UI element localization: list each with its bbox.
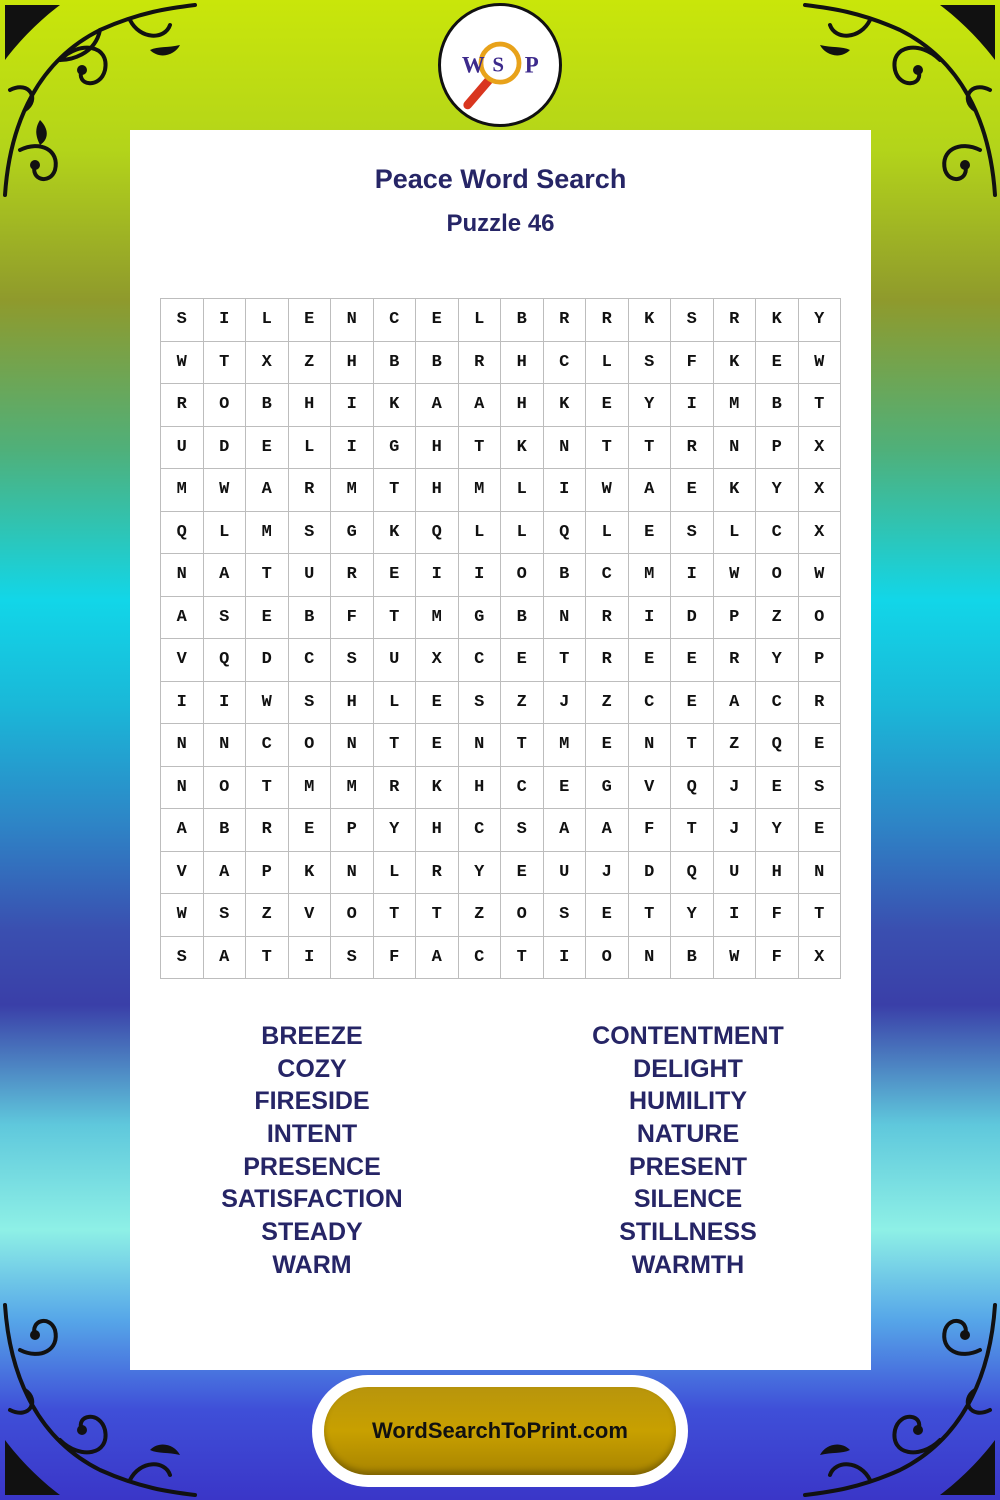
- logo-letter-s: S: [492, 52, 505, 77]
- grid-cell[interactable]: I: [544, 469, 587, 512]
- grid-cell[interactable]: E: [586, 894, 629, 937]
- grid-cell[interactable]: K: [756, 299, 799, 342]
- grid-cell[interactable]: X: [799, 512, 842, 555]
- grid-cell[interactable]: F: [756, 894, 799, 937]
- grid-cell[interactable]: L: [586, 512, 629, 555]
- word-list-item: WARMTH: [631, 1250, 745, 1279]
- grid-cell[interactable]: H: [501, 342, 544, 385]
- grid-cell[interactable]: E: [671, 682, 714, 725]
- grid-cell[interactable]: R: [459, 342, 502, 385]
- grid-cell[interactable]: K: [374, 384, 417, 427]
- word-list-item: DELIGHT: [633, 1054, 743, 1083]
- grid-cell[interactable]: Y: [799, 299, 842, 342]
- grid-cell[interactable]: C: [246, 724, 289, 767]
- grid-cell[interactable]: I: [204, 682, 247, 725]
- grid-cell[interactable]: Z: [459, 894, 502, 937]
- grid-cell[interactable]: R: [544, 299, 587, 342]
- grid-cell[interactable]: A: [204, 852, 247, 895]
- grid-cell[interactable]: Z: [246, 894, 289, 937]
- grid-cell[interactable]: B: [289, 597, 332, 640]
- grid-cell[interactable]: Z: [501, 682, 544, 725]
- grid-cell[interactable]: E: [799, 809, 842, 852]
- grid-cell[interactable]: Z: [756, 597, 799, 640]
- puzzle-number: Puzzle 46: [446, 210, 555, 237]
- word-list-item: CONTENTMENT: [592, 1022, 784, 1050]
- grid-cell[interactable]: T: [374, 469, 417, 512]
- grid-cell[interactable]: E: [246, 427, 289, 470]
- grid-cell[interactable]: N: [714, 427, 757, 470]
- grid-cell[interactable]: T: [586, 427, 629, 470]
- grid-cell[interactable]: K: [289, 852, 332, 895]
- grid-cell[interactable]: Q: [204, 639, 247, 682]
- grid-cell[interactable]: W: [714, 937, 757, 980]
- grid-cell[interactable]: Y: [459, 852, 502, 895]
- grid-cell[interactable]: I: [204, 299, 247, 342]
- grid-cell[interactable]: N: [544, 427, 587, 470]
- grid-cell[interactable]: S: [204, 597, 247, 640]
- grid-cell[interactable]: E: [586, 384, 629, 427]
- grid-cell[interactable]: B: [416, 342, 459, 385]
- grid-cell[interactable]: T: [629, 894, 672, 937]
- grid-cell[interactable]: S: [544, 894, 587, 937]
- grid-cell[interactable]: U: [544, 852, 587, 895]
- grid-cell[interactable]: M: [246, 512, 289, 555]
- grid-cell[interactable]: G: [459, 597, 502, 640]
- grid-cell[interactable]: A: [544, 809, 587, 852]
- grid-cell[interactable]: Y: [671, 894, 714, 937]
- grid-cell[interactable]: N: [331, 724, 374, 767]
- grid-cell[interactable]: X: [799, 937, 842, 980]
- grid-cell[interactable]: R: [374, 767, 417, 810]
- grid-cell[interactable]: I: [544, 937, 587, 980]
- grid-cell[interactable]: E: [501, 852, 544, 895]
- grid-cell[interactable]: C: [459, 809, 502, 852]
- grid-cell[interactable]: R: [586, 597, 629, 640]
- grid-cell[interactable]: B: [501, 299, 544, 342]
- grid-cell[interactable]: J: [586, 852, 629, 895]
- grid-cell[interactable]: K: [416, 767, 459, 810]
- grid-cell[interactable]: E: [416, 299, 459, 342]
- grid-cell[interactable]: N: [204, 724, 247, 767]
- grid-cell[interactable]: V: [161, 639, 204, 682]
- grid-cell[interactable]: C: [586, 554, 629, 597]
- grid-cell[interactable]: B: [501, 597, 544, 640]
- word-list-item: WARM: [272, 1250, 352, 1279]
- grid-cell[interactable]: V: [629, 767, 672, 810]
- grid-cell[interactable]: T: [204, 342, 247, 385]
- grid-cell[interactable]: Y: [756, 639, 799, 682]
- grid-cell[interactable]: C: [289, 639, 332, 682]
- grid-cell[interactable]: O: [501, 554, 544, 597]
- grid-cell[interactable]: H: [331, 342, 374, 385]
- grid-cell[interactable]: A: [416, 937, 459, 980]
- grid-cell[interactable]: L: [374, 852, 417, 895]
- grid-cell[interactable]: G: [374, 427, 417, 470]
- grid-cell[interactable]: U: [161, 427, 204, 470]
- grid-cell[interactable]: L: [289, 427, 332, 470]
- word-list-item: HUMILITY: [628, 1087, 748, 1116]
- grid-cell[interactable]: R: [586, 299, 629, 342]
- grid-cell[interactable]: K: [374, 512, 417, 555]
- grid-cell[interactable]: H: [331, 682, 374, 725]
- grid-cell[interactable]: B: [756, 384, 799, 427]
- grid-cell[interactable]: B: [374, 342, 417, 385]
- letter-grid: [160, 298, 841, 979]
- grid-cell[interactable]: X: [799, 427, 842, 470]
- grid-cell[interactable]: L: [246, 299, 289, 342]
- grid-cell[interactable]: L: [586, 342, 629, 385]
- logo-letter-w: W: [461, 52, 485, 78]
- site-banner: [312, 1375, 688, 1487]
- grid-cell[interactable]: M: [289, 767, 332, 810]
- grid-cell[interactable]: A: [586, 809, 629, 852]
- word-list-item: PRESENT: [628, 1152, 748, 1181]
- grid-cell[interactable]: S: [161, 937, 204, 980]
- grid-cell[interactable]: T: [671, 724, 714, 767]
- grid-cell[interactable]: T: [544, 639, 587, 682]
- grid-cell[interactable]: K: [714, 469, 757, 512]
- grid-cell[interactable]: T: [246, 767, 289, 810]
- puzzle-sheet: [130, 130, 871, 1370]
- grid-cell[interactable]: T: [374, 894, 417, 937]
- grid-cell[interactable]: T: [374, 724, 417, 767]
- grid-cell[interactable]: T: [246, 554, 289, 597]
- grid-cell[interactable]: O: [756, 554, 799, 597]
- grid-cell[interactable]: T: [799, 894, 842, 937]
- grid-cell[interactable]: C: [374, 299, 417, 342]
- grid-cell[interactable]: R: [246, 809, 289, 852]
- grid-cell[interactable]: N: [331, 852, 374, 895]
- grid-cell[interactable]: I: [161, 682, 204, 725]
- grid-cell[interactable]: E: [586, 724, 629, 767]
- word-list-item: STILLNESS: [619, 1218, 757, 1247]
- grid-cell[interactable]: O: [331, 894, 374, 937]
- grid-cell[interactable]: E: [416, 724, 459, 767]
- grid-cell[interactable]: A: [629, 469, 672, 512]
- grid-cell[interactable]: T: [416, 894, 459, 937]
- word-list-item: NATURE: [636, 1120, 740, 1149]
- grid-cell[interactable]: Q: [671, 852, 714, 895]
- grid-cell[interactable]: E: [756, 342, 799, 385]
- grid-cell[interactable]: O: [501, 894, 544, 937]
- grid-cell[interactable]: T: [671, 809, 714, 852]
- word-list-item: BREEZE: [261, 1022, 363, 1050]
- grid-cell[interactable]: R: [331, 554, 374, 597]
- grid-cell[interactable]: E: [671, 469, 714, 512]
- grid-cell[interactable]: L: [501, 469, 544, 512]
- grid-cell[interactable]: D: [204, 427, 247, 470]
- grid-cell[interactable]: L: [459, 512, 502, 555]
- grid-cell[interactable]: U: [289, 554, 332, 597]
- grid-cell[interactable]: M: [544, 724, 587, 767]
- grid-cell[interactable]: L: [374, 682, 417, 725]
- grid-cell[interactable]: Q: [756, 724, 799, 767]
- grid-cell[interactable]: M: [416, 597, 459, 640]
- grid-cell[interactable]: S: [204, 894, 247, 937]
- grid-cell[interactable]: H: [501, 384, 544, 427]
- grid-cell[interactable]: F: [671, 342, 714, 385]
- grid-cell[interactable]: Y: [374, 809, 417, 852]
- grid-cell[interactable]: O: [799, 597, 842, 640]
- grid-cell[interactable]: K: [714, 342, 757, 385]
- grid-cell[interactable]: X: [416, 639, 459, 682]
- grid-cell[interactable]: E: [289, 299, 332, 342]
- grid-cell[interactable]: A: [459, 384, 502, 427]
- grid-cell[interactable]: T: [799, 384, 842, 427]
- grid-cell[interactable]: Z: [714, 724, 757, 767]
- grid-cell[interactable]: R: [161, 384, 204, 427]
- grid-cell[interactable]: E: [289, 809, 332, 852]
- grid-cell[interactable]: N: [161, 767, 204, 810]
- grid-cell[interactable]: Q: [544, 512, 587, 555]
- grid-cell[interactable]: Y: [756, 469, 799, 512]
- grid-cell[interactable]: S: [671, 299, 714, 342]
- grid-cell[interactable]: W: [246, 682, 289, 725]
- grid-cell[interactable]: C: [501, 767, 544, 810]
- grid-cell[interactable]: A: [161, 809, 204, 852]
- grid-cell[interactable]: F: [756, 937, 799, 980]
- grid-cell[interactable]: T: [246, 937, 289, 980]
- grid-cell[interactable]: E: [501, 639, 544, 682]
- grid-cell[interactable]: H: [459, 767, 502, 810]
- grid-cell[interactable]: R: [671, 427, 714, 470]
- grid-cell[interactable]: N: [331, 299, 374, 342]
- grid-cell[interactable]: C: [544, 342, 587, 385]
- grid-cell[interactable]: S: [459, 682, 502, 725]
- grid-cell[interactable]: C: [756, 682, 799, 725]
- wsp-logo: [438, 3, 562, 127]
- grid-cell[interactable]: V: [161, 852, 204, 895]
- grid-cell[interactable]: C: [756, 512, 799, 555]
- grid-cell[interactable]: Q: [671, 767, 714, 810]
- grid-cell[interactable]: V: [289, 894, 332, 937]
- grid-cell[interactable]: I: [416, 554, 459, 597]
- grid-cell[interactable]: S: [331, 639, 374, 682]
- grid-cell[interactable]: R: [714, 639, 757, 682]
- grid-cell[interactable]: L: [204, 512, 247, 555]
- grid-cell[interactable]: A: [246, 469, 289, 512]
- grid-cell[interactable]: X: [246, 342, 289, 385]
- grid-cell[interactable]: C: [459, 937, 502, 980]
- grid-cell[interactable]: W: [161, 894, 204, 937]
- site-url[interactable]: WordSearchToPrint.com: [372, 1418, 628, 1443]
- grid-cell[interactable]: W: [799, 342, 842, 385]
- grid-cell[interactable]: H: [289, 384, 332, 427]
- grid-cell[interactable]: I: [714, 894, 757, 937]
- grid-cell[interactable]: B: [246, 384, 289, 427]
- magnifier-icon: [441, 6, 559, 124]
- grid-cell[interactable]: R: [714, 299, 757, 342]
- grid-cell[interactable]: M: [331, 469, 374, 512]
- grid-cell[interactable]: P: [331, 809, 374, 852]
- word-list-item: SILENCE: [633, 1185, 743, 1214]
- grid-cell[interactable]: N: [544, 597, 587, 640]
- grid-cell[interactable]: T: [501, 724, 544, 767]
- grid-cell[interactable]: E: [629, 639, 672, 682]
- grid-cell[interactable]: J: [544, 682, 587, 725]
- grid-cell[interactable]: A: [416, 384, 459, 427]
- grid-cell[interactable]: I: [331, 427, 374, 470]
- grid-cell[interactable]: I: [629, 597, 672, 640]
- grid-cell[interactable]: U: [374, 639, 417, 682]
- logo-letter-p: P: [524, 52, 539, 78]
- grid-cell[interactable]: G: [331, 512, 374, 555]
- grid-cell[interactable]: E: [671, 639, 714, 682]
- grid-cell[interactable]: K: [544, 384, 587, 427]
- site-banner-pill: [324, 1387, 676, 1475]
- grid-cell[interactable]: O: [289, 724, 332, 767]
- grid-cell[interactable]: S: [289, 682, 332, 725]
- grid-cell[interactable]: F: [331, 597, 374, 640]
- word-list-item: FIRESIDE: [254, 1087, 370, 1116]
- grid-cell[interactable]: Q: [416, 512, 459, 555]
- grid-cell[interactable]: Z: [289, 342, 332, 385]
- grid-cell[interactable]: O: [204, 767, 247, 810]
- grid-cell[interactable]: W: [799, 554, 842, 597]
- grid-cell[interactable]: J: [714, 809, 757, 852]
- page-title: Peace Word Search: [374, 164, 627, 194]
- grid-cell[interactable]: K: [629, 299, 672, 342]
- grid-cell[interactable]: F: [629, 809, 672, 852]
- grid-cell[interactable]: Y: [756, 809, 799, 852]
- word-list-item: SATISFACTION: [221, 1185, 403, 1214]
- grid-cell[interactable]: N: [799, 852, 842, 895]
- grid-cell[interactable]: P: [714, 597, 757, 640]
- grid-cell[interactable]: W: [204, 469, 247, 512]
- grid-cell[interactable]: K: [501, 427, 544, 470]
- grid-cell[interactable]: Q: [161, 512, 204, 555]
- grid-cell[interactable]: T: [501, 937, 544, 980]
- grid-cell[interactable]: H: [416, 427, 459, 470]
- grid-cell[interactable]: L: [459, 299, 502, 342]
- grid-cell[interactable]: Z: [586, 682, 629, 725]
- grid-cell[interactable]: H: [416, 469, 459, 512]
- word-list-item: COZY: [277, 1054, 347, 1083]
- grid-cell[interactable]: O: [586, 937, 629, 980]
- grid-cell[interactable]: I: [671, 554, 714, 597]
- grid-cell[interactable]: N: [161, 724, 204, 767]
- word-list-right: [538, 1020, 838, 1282]
- grid-cell[interactable]: N: [629, 937, 672, 980]
- grid-cell[interactable]: B: [204, 809, 247, 852]
- grid-cell[interactable]: E: [374, 554, 417, 597]
- grid-cell[interactable]: O: [204, 384, 247, 427]
- grid-cell[interactable]: M: [629, 554, 672, 597]
- word-list-left: [162, 1020, 462, 1282]
- grid-cell[interactable]: T: [459, 427, 502, 470]
- grid-cell[interactable]: A: [714, 682, 757, 725]
- grid-cell[interactable]: R: [289, 469, 332, 512]
- grid-cell[interactable]: H: [416, 809, 459, 852]
- grid-cell[interactable]: E: [416, 682, 459, 725]
- grid-cell[interactable]: R: [799, 682, 842, 725]
- grid-cell[interactable]: H: [756, 852, 799, 895]
- grid-cell[interactable]: D: [671, 597, 714, 640]
- grid-cell[interactable]: I: [331, 384, 374, 427]
- grid-cell[interactable]: E: [799, 724, 842, 767]
- grid-cell[interactable]: T: [374, 597, 417, 640]
- grid-cell[interactable]: I: [289, 937, 332, 980]
- grid-cell[interactable]: I: [459, 554, 502, 597]
- grid-cell[interactable]: S: [799, 767, 842, 810]
- grid-cell[interactable]: W: [714, 554, 757, 597]
- grid-cell[interactable]: D: [629, 852, 672, 895]
- grid-cell[interactable]: T: [629, 427, 672, 470]
- grid-cell[interactable]: D: [246, 639, 289, 682]
- grid-cell[interactable]: U: [714, 852, 757, 895]
- grid-cell[interactable]: M: [714, 384, 757, 427]
- grid-cell[interactable]: R: [586, 639, 629, 682]
- grid-cell[interactable]: J: [714, 767, 757, 810]
- grid-cell[interactable]: W: [161, 342, 204, 385]
- grid-cell[interactable]: M: [459, 469, 502, 512]
- grid-cell[interactable]: R: [416, 852, 459, 895]
- word-list-item: PRESENCE: [243, 1152, 381, 1181]
- grid-cell[interactable]: S: [289, 512, 332, 555]
- grid-cell[interactable]: M: [161, 469, 204, 512]
- grid-cell[interactable]: A: [161, 597, 204, 640]
- grid-cell[interactable]: I: [671, 384, 714, 427]
- grid-cell[interactable]: E: [756, 767, 799, 810]
- grid-cell[interactable]: X: [799, 469, 842, 512]
- grid-cell[interactable]: W: [586, 469, 629, 512]
- grid-cell[interactable]: E: [544, 767, 587, 810]
- grid-cell[interactable]: S: [629, 342, 672, 385]
- grid-cell[interactable]: B: [671, 937, 714, 980]
- grid-cell[interactable]: C: [629, 682, 672, 725]
- grid-cell[interactable]: N: [459, 724, 502, 767]
- grid-cell[interactable]: F: [374, 937, 417, 980]
- grid-cell[interactable]: S: [671, 512, 714, 555]
- grid-cell[interactable]: E: [246, 597, 289, 640]
- grid-cell[interactable]: L: [714, 512, 757, 555]
- word-list-item: INTENT: [266, 1120, 358, 1149]
- grid-cell[interactable]: C: [459, 639, 502, 682]
- grid-cell[interactable]: B: [544, 554, 587, 597]
- grid-cell[interactable]: P: [246, 852, 289, 895]
- grid-cell[interactable]: L: [501, 512, 544, 555]
- grid-cell[interactable]: Y: [629, 384, 672, 427]
- grid-cell[interactable]: S: [161, 299, 204, 342]
- grid-cell[interactable]: N: [629, 724, 672, 767]
- grid-cell[interactable]: A: [204, 937, 247, 980]
- grid-cell[interactable]: P: [799, 639, 842, 682]
- grid-cell[interactable]: S: [501, 809, 544, 852]
- grid-cell[interactable]: M: [331, 767, 374, 810]
- grid-cell[interactable]: A: [204, 554, 247, 597]
- grid-cell[interactable]: G: [586, 767, 629, 810]
- grid-cell[interactable]: E: [629, 512, 672, 555]
- grid-cell[interactable]: S: [331, 937, 374, 980]
- grid-cell[interactable]: P: [756, 427, 799, 470]
- grid-cell[interactable]: N: [161, 554, 204, 597]
- word-list-item: STEADY: [261, 1218, 363, 1247]
